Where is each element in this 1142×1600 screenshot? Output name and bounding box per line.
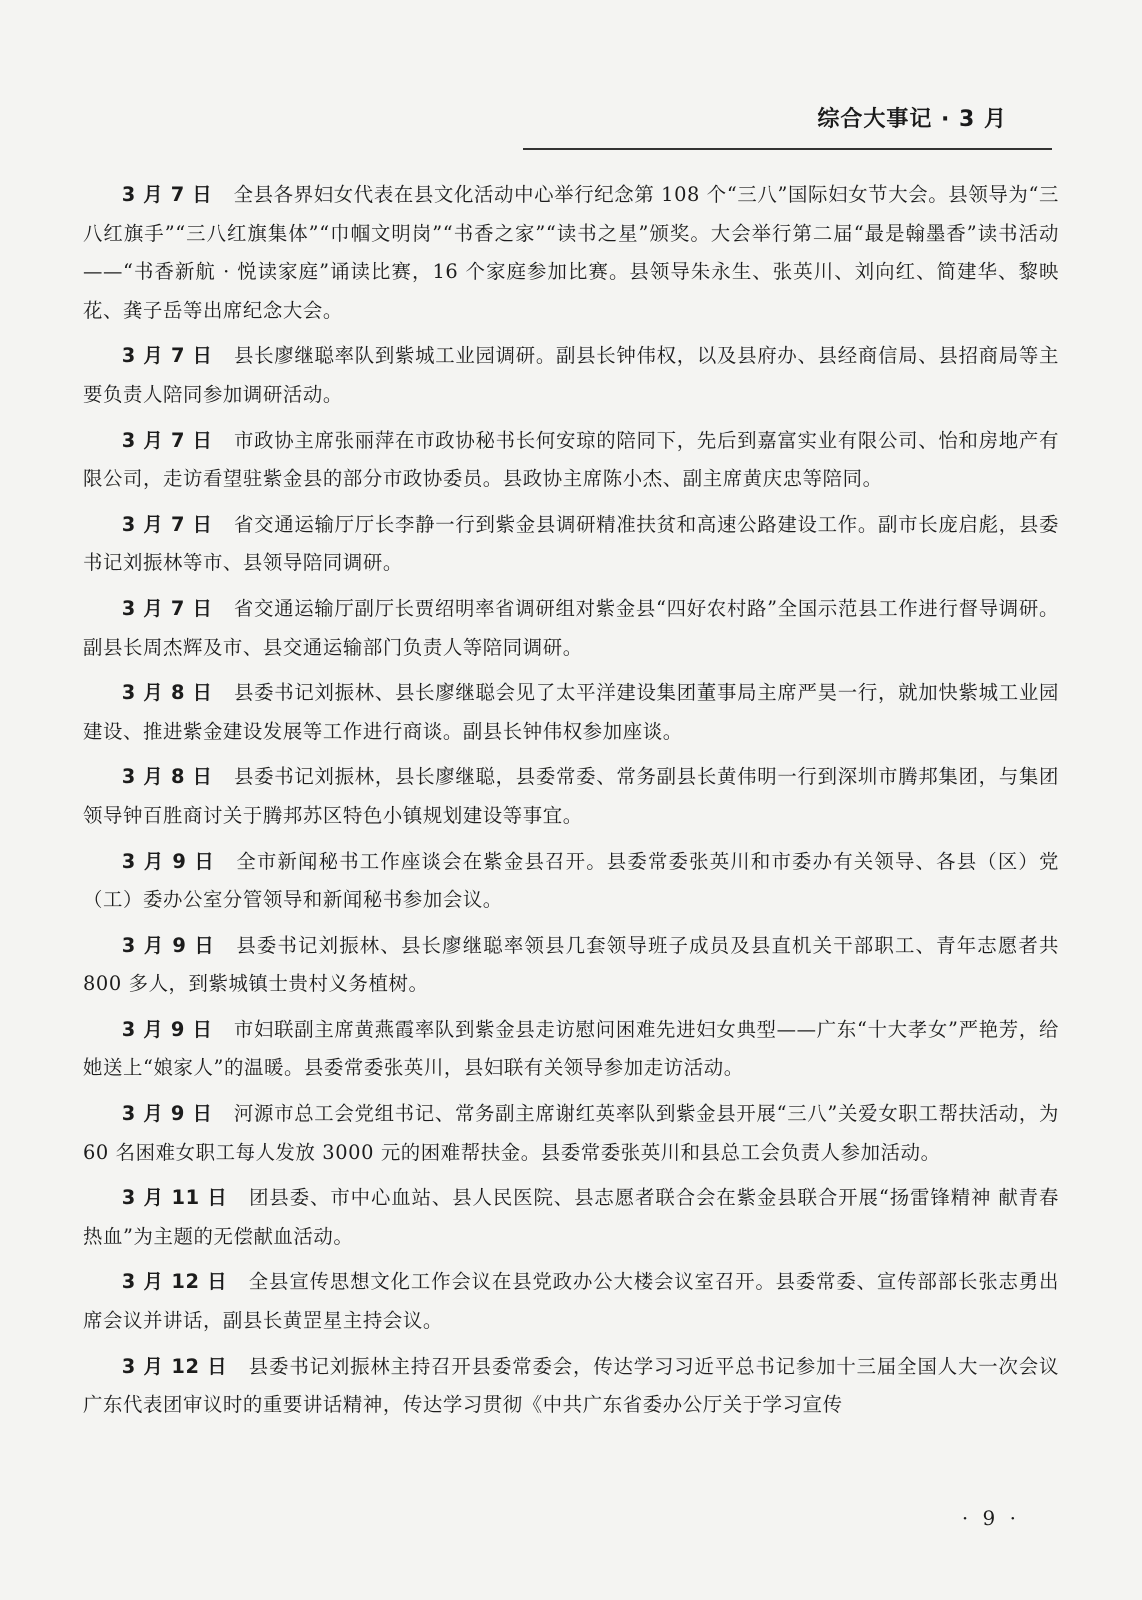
chronicle-entry <box>83 843 1059 920</box>
header-rule <box>523 148 1052 150</box>
entry-date: 3 月 7 日 <box>121 512 213 536</box>
entry-date: 3 月 8 日 <box>121 681 213 705</box>
entry-text: 河源市总工会党组书记、常务副主席谢红英率队到紫金县开展“三八”关爱女职工帮扶活动，为 60 名困难女职工每人发放 3000 元的困难帮扶金。县委常委张英川和县总工会负责人参加活动。 <box>83 1102 1059 1164</box>
entry-date: 3 月 9 日 <box>121 1017 213 1041</box>
entry-text: 全县各界妇女代表在县文化活动中心举行纪念第 108 个“三八”国际妇女节大会。县领导为“三八红旗手”“三八红旗集体”“巾帼文明岗”“书香之家”“读书之星”颁奖。大会举行第二届“最是翰墨香”读书活动——“书香新航 · 悦读家庭”诵读比赛，16 个家庭参加比赛。县领导朱永生、张英川、刘向红、简建华、黎映花、龚子岳等出席纪念大会。 <box>83 183 1060 322</box>
chronicle-entry <box>83 337 1059 414</box>
entry-date: 3 月 7 日 <box>121 183 213 206</box>
chronicle-entry <box>83 1011 1059 1088</box>
entry-date: 3 月 9 日 <box>121 849 215 873</box>
entry-text: 县委书记刘振林、县长廖继聪率领县几套领导班子成员及县直机关干部职工、青年志愿者共 800 多人，到紫城镇士贵村义务植树。 <box>83 933 1060 996</box>
entry-text: 县委书记刘振林、县长廖继聪会见了太平洋建设集团董事局主席严昊一行，就加快紫城工业园建设、推进紫金建设发展等工作进行商谈。副县长钟伟权参加座谈。 <box>83 681 1059 743</box>
entry-text: 省交通运输厅副厅长贾绍明率省调研组对紫金县“四好农村路”全国示范县工作进行督导调研。副县长周杰辉及市、县交通运输部门负责人等陪同调研。 <box>83 596 1059 659</box>
entry-date: 3 月 12 日 <box>121 1354 228 1378</box>
chronicle-entries <box>83 176 1059 1432</box>
entry-text: 县委书记刘振林主持召开县委常委会，传达学习习近平总书记参加十三届全国人大一次会议广东代表团审议时的重要讲话精神，传达学习贯彻《中共广东省委办公厅关于学习宣传 <box>83 1354 1060 1417</box>
entry-date: 3 月 9 日 <box>121 1102 213 1126</box>
entry-date: 3 月 9 日 <box>121 933 215 957</box>
entry-date: 3 月 12 日 <box>121 1270 228 1294</box>
entry-text: 全市新闻秘书工作座谈会在紫金县召开。县委常委张英川和市委办有关领导、各县（区）党（工）委办公室分管领导和新闻秘书参加会议。 <box>83 849 1060 912</box>
entry-text: 省交通运输厅厅长李静一行到紫金县调研精准扶贫和高速公路建设工作。副市长庞启彪，县委书记刘振林等市、县领导陪同调研。 <box>83 512 1059 575</box>
chronicle-entry <box>83 1263 1059 1340</box>
entry-date: 3 月 7 日 <box>121 596 213 620</box>
entry-date: 3 月 8 日 <box>121 765 213 789</box>
entry-text: 市政协主席张丽萍在市政协秘书长何安琼的陪同下，先后到嘉富实业有限公司、怡和房地产有限公司，走访看望驻紫金县的部分市政协委员。县政协主席陈小杰、副主席黄庆忠等陪同。 <box>83 428 1059 491</box>
chronicle-entry <box>83 1095 1059 1172</box>
chronicle-entry <box>83 506 1059 583</box>
running-head-title: 综合大事记 · 3 月 <box>817 107 1007 132</box>
chronicle-entry <box>83 1348 1059 1425</box>
chronicle-entry <box>83 1179 1059 1256</box>
chronicle-entry <box>83 674 1059 751</box>
entry-date: 3 月 11 日 <box>121 1186 228 1210</box>
page-number: · 9 · <box>961 1506 1020 1530</box>
chronicle-entry <box>83 927 1059 1004</box>
entry-text: 市妇联副主席黄燕霞率队到紫金县走访慰问困难先进妇女典型——广东“十大孝女”严艳芳，给她送上“娘家人”的温暖。县委常委张英川，县妇联有关领导参加走访活动。 <box>83 1017 1059 1080</box>
chronicle-entry <box>83 176 1059 330</box>
entry-text: 县长廖继聪率队到紫城工业园调研。副县长钟伟权，以及县府办、县经商信局、县招商局等主要负责人陪同参加调研活动。 <box>83 344 1059 406</box>
entry-date: 3 月 7 日 <box>121 428 213 452</box>
chronicle-entry <box>83 590 1059 667</box>
chronicle-entry <box>83 422 1059 499</box>
entry-date: 3 月 7 日 <box>121 344 213 368</box>
chronicle-entry <box>83 758 1059 835</box>
entry-text: 全县宣传思想文化工作会议在县党政办公大楼会议室召开。县委常委、宣传部部长张志勇出席会议并讲话，副县长黄罡星主持会议。 <box>83 1270 1060 1333</box>
entry-text: 县委书记刘振林，县长廖继聪，县委常委、常务副县长黄伟明一行到深圳市腾邦集团，与集团领导钟百胜商讨关于腾邦苏区特色小镇规划建设等事宜。 <box>83 765 1059 827</box>
entry-text: 团县委、市中心血站、县人民医院、县志愿者联合会在紫金县联合开展“扬雷锋精神 献青春热血”为主题的无偿献血活动。 <box>83 1186 1059 1248</box>
